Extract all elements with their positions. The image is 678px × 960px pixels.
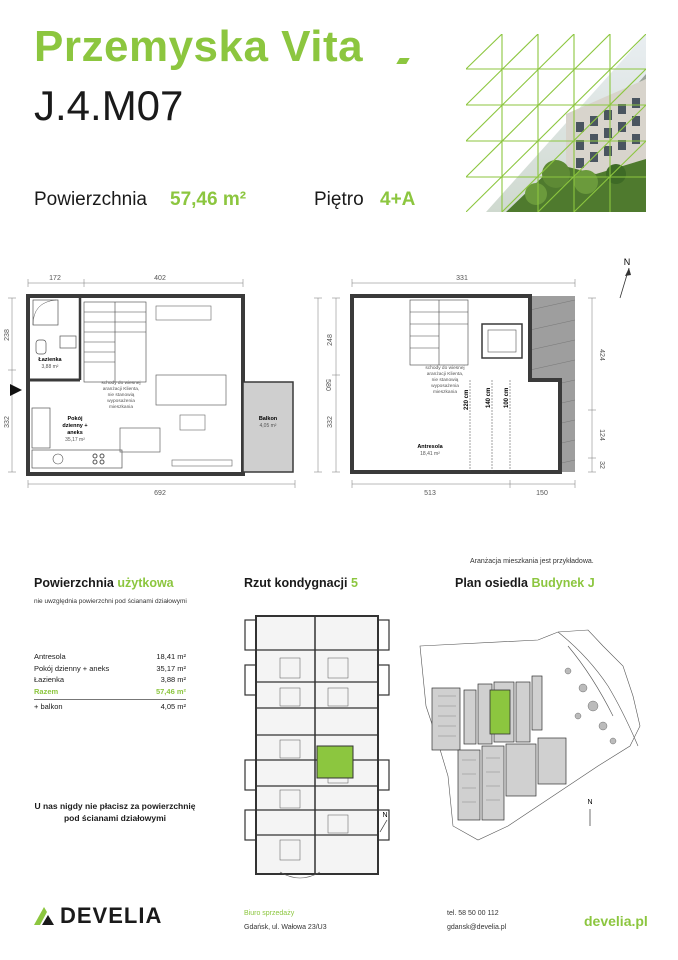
room-living-name-3: aneks — [67, 430, 83, 436]
dim-692: 692 — [154, 490, 166, 497]
row-name: Pokój dzienny + aneks — [34, 663, 110, 673]
unit-code: J.4.M07 — [34, 82, 184, 129]
dim-513: 513 — [424, 490, 436, 497]
stairs-note-lower-4: wyposażenia — [107, 399, 135, 404]
compass-main — [620, 257, 631, 298]
usable-heading-b: użytkowa — [117, 576, 174, 590]
dim-332: 332 — [4, 416, 11, 428]
total-name: Razem — [34, 686, 59, 696]
site-plan-heading-text: Plan osiedla — [455, 576, 528, 590]
website-link[interactable]: develia.pl — [584, 913, 648, 929]
building-photo — [466, 34, 646, 212]
highlighted-unit — [317, 746, 353, 778]
stairs-lower — [84, 302, 146, 382]
extra-name: + balkon — [34, 702, 63, 711]
compass-label-floor: N — [382, 812, 388, 819]
room-bath-name: Łazienka — [38, 357, 62, 363]
row-name: Antresola — [34, 652, 66, 661]
room-bath-area: 3,88 m² — [41, 364, 59, 370]
stairs-note-lower-1: schody do wiesnej — [101, 381, 141, 386]
compass-label-site: N — [587, 799, 593, 806]
dim-580: 580 — [324, 379, 331, 391]
room-mezz-name: Antresola — [417, 444, 443, 450]
room-balcony-area: 4,05 m² — [259, 423, 277, 429]
row-name: Łazienka — [34, 675, 65, 684]
row-value: 35,17 m² — [156, 663, 186, 673]
area-value: 57,46 m² — [170, 189, 247, 210]
develia-logo-icon — [34, 907, 54, 925]
table-total-row — [34, 686, 186, 698]
site-plan-heading — [455, 576, 595, 590]
dim-124: 124 — [598, 429, 605, 441]
slogan: U nas nigdy nie płacisz za powierzchnię pod ścianami działowymi — [34, 801, 196, 823]
table-row — [34, 663, 186, 675]
stairs-note-lower-3: nie stanowią — [107, 393, 135, 398]
unit-floor-plans — [0, 240, 678, 510]
dim-238: 238 — [4, 329, 11, 341]
table-row — [34, 674, 186, 686]
floor-plan-number: 5 — [350, 576, 358, 590]
site-plan — [418, 626, 643, 846]
area-table — [34, 651, 186, 713]
extra-value: 4,05 m² — [160, 702, 186, 711]
phone-number[interactable]: tel. 58 50 00 112 — [447, 910, 499, 917]
dim-150: 150 — [536, 490, 548, 497]
dim-424: 424 — [598, 349, 605, 361]
lower-level-plan — [4, 275, 331, 497]
highlighted-building-j — [490, 690, 510, 734]
room-balcony-name: Balkon — [258, 416, 278, 422]
room-living-name-1: Pokój — [67, 416, 83, 422]
stairs-note-upper-1: schody do wiesnej — [425, 366, 465, 371]
table-row — [34, 651, 186, 663]
room-mezz-area: 18,41 m² — [420, 451, 440, 457]
title-accent-mark — [396, 58, 409, 64]
dim-248: 248 — [327, 334, 334, 346]
project-title: Przemyska Vita — [34, 22, 364, 71]
dim-172: 172 — [49, 275, 61, 282]
height-100: 100 cm — [504, 387, 510, 408]
stairs-note-upper-5: mieszkania — [433, 390, 457, 395]
floor-label: Piętro — [314, 189, 364, 210]
stairs-note-lower-2: aranżacji Klienta, — [102, 387, 140, 392]
dim-332-upper: 332 — [327, 416, 334, 428]
usable-subnote: nie uwzględnia powierzchni pod ścianami działowymi — [34, 598, 187, 605]
stairs-note-upper-2: aranżacji Klienta, — [426, 372, 464, 377]
room-living-name-2: dzienny + — [62, 423, 88, 429]
height-140: 140 cm — [486, 387, 492, 408]
room-living-area: 35,17 m² — [65, 437, 85, 443]
total-value: 57,46 m² — [155, 686, 186, 696]
stairs-note-upper-3: nie stanowią — [431, 378, 459, 383]
sales-office-address: Gdańsk, ul. Wałowa 23/U3 — [244, 924, 327, 931]
dim-32: 32 — [598, 461, 605, 469]
dim-402: 402 — [154, 275, 166, 282]
height-220: 220 cm — [464, 389, 470, 410]
compass-label: N — [623, 257, 631, 267]
row-value: 3,88 m² — [160, 675, 186, 684]
usable-heading-a: Powierzchnia — [34, 576, 114, 590]
floor-plan-heading-text: Rzut kondygnacji — [244, 576, 348, 590]
usable-area-heading — [34, 576, 174, 590]
floor-plan-heading — [244, 576, 358, 590]
level-floor-plan — [240, 610, 410, 885]
email-link[interactable]: gdansk@develia.pl — [447, 924, 507, 931]
stairs-note-upper-4: wyposażenia — [431, 384, 459, 389]
develia-logo[interactable] — [34, 903, 162, 929]
floor-value: 4+A — [380, 189, 416, 210]
stairs-note-lower-5: mieszkania — [109, 405, 133, 410]
row-value: 18,41 m² — [156, 652, 186, 661]
brand-name: DEVELIA — [60, 903, 163, 928]
table-divider — [34, 699, 186, 700]
upper-level-plan — [327, 275, 605, 497]
area-label: Powierzchnia — [34, 189, 147, 210]
dim-331: 331 — [456, 275, 468, 282]
site-plan-building: Budynek J — [531, 576, 595, 590]
table-extra-row — [34, 701, 186, 713]
arrangement-note: Aranżacja mieszkania jest przykładowa. — [470, 558, 594, 565]
sales-office-label: Biuro sprzedaży — [244, 910, 295, 917]
